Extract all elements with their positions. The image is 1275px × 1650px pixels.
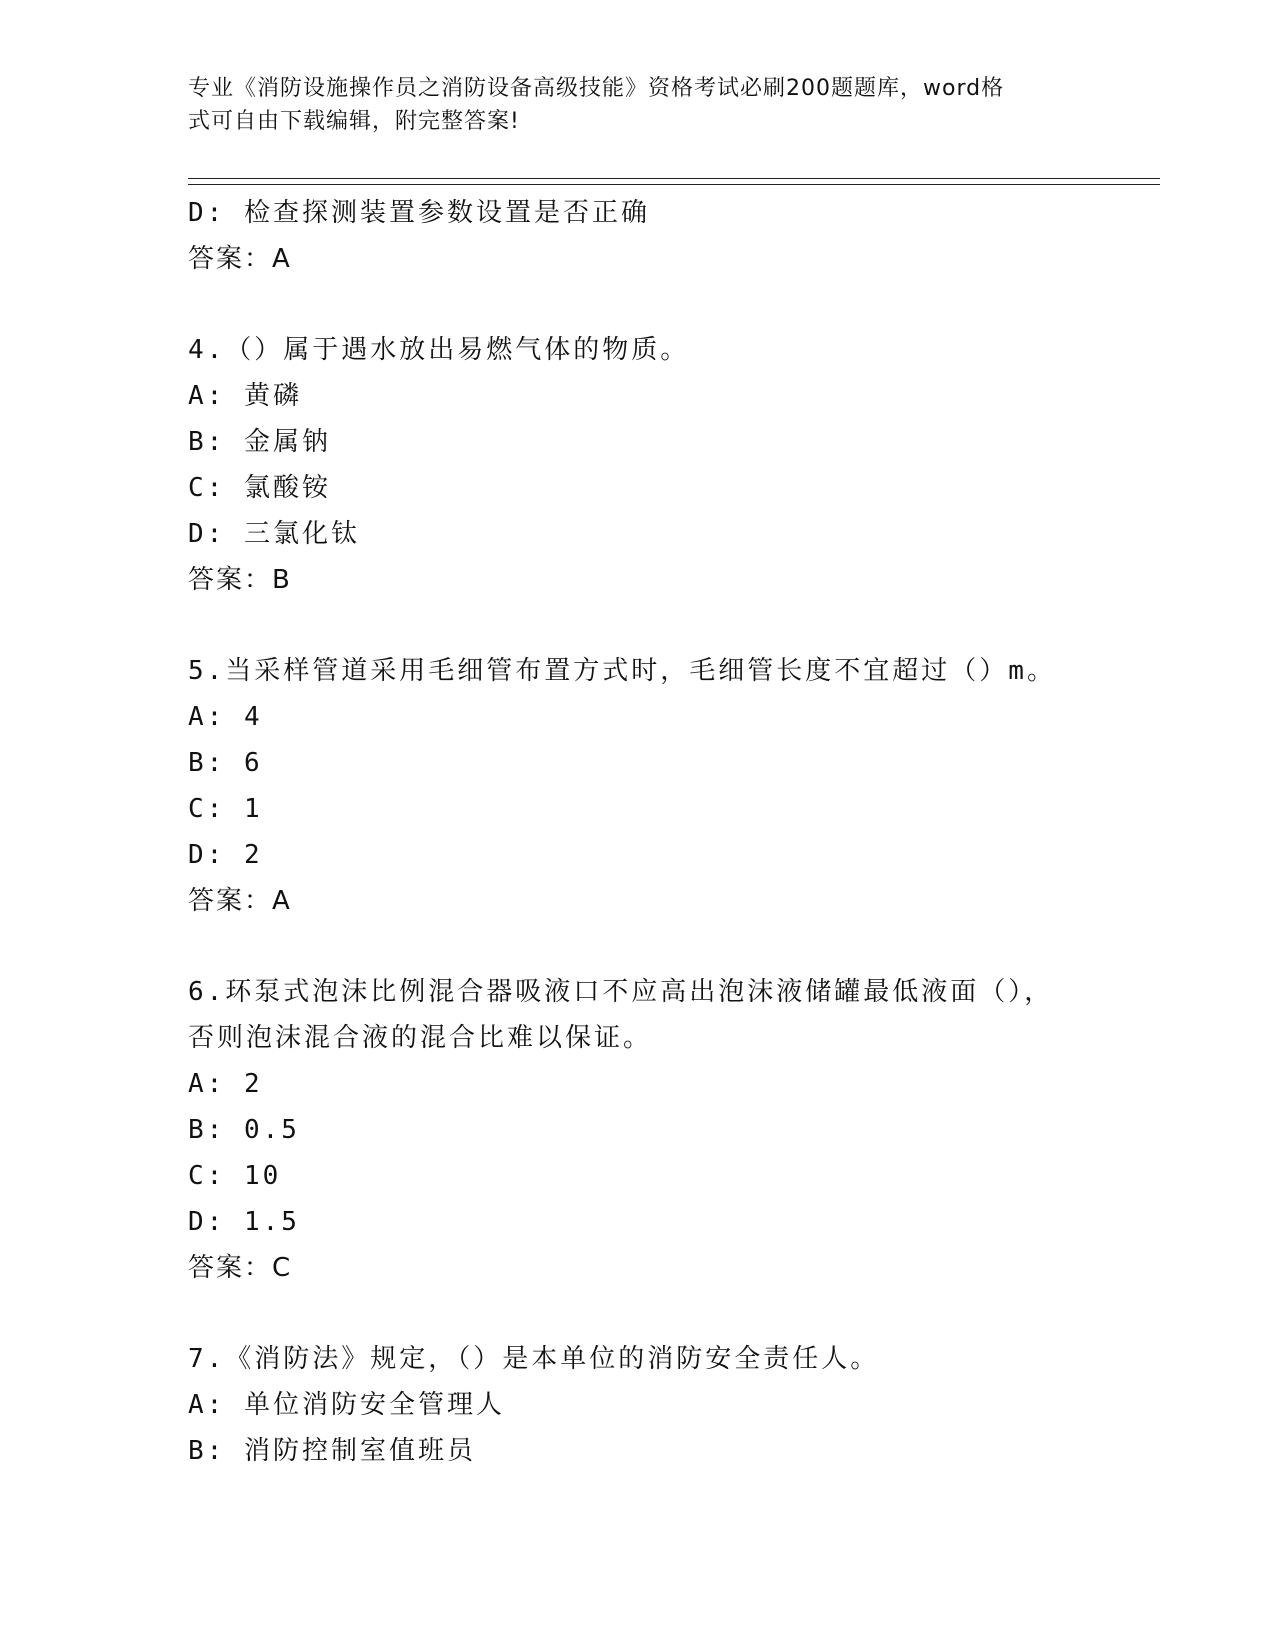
- option-c: C: 氯酸铵: [188, 473, 331, 503]
- question-7: [188, 1336, 1148, 1474]
- header-rule-bottom: [188, 184, 1160, 185]
- option-b: B: 6: [188, 748, 263, 778]
- document-header: [188, 72, 1088, 138]
- header-rule-top: [188, 178, 1160, 179]
- option-d: D: 三氯化钛: [188, 519, 360, 549]
- question-5: [188, 648, 1148, 924]
- answer: 答案：B: [188, 565, 292, 595]
- header-line-2: 式可自由下载编辑，附完整答案!: [188, 109, 520, 134]
- answer: 答案：C: [188, 1253, 293, 1283]
- question-stem-line-2: 否则泡沫混合液的混合比难以保证。: [188, 1023, 653, 1053]
- option-a: A: 2: [188, 1069, 263, 1099]
- spacer: [188, 924, 1148, 969]
- option-a: A: 黄磷: [188, 381, 302, 411]
- option-a: A: 单位消防安全管理人: [188, 1390, 505, 1420]
- answer: 答案：A: [188, 244, 292, 274]
- option-b: B: 0.5: [188, 1115, 300, 1145]
- question-stem-line-1: 6.环泵式泡沫比例混合器吸液口不应高出泡沫液储罐最低液面（），: [188, 977, 1054, 1007]
- spacer: [188, 1291, 1148, 1336]
- answer: 答案：A: [188, 886, 292, 916]
- question-stem: 4.（）属于遇水放出易燃气体的物质。: [188, 335, 690, 365]
- option-a: A: 4: [188, 702, 263, 732]
- question-3-tail: [188, 190, 1148, 282]
- option-d: D: 检查探测装置参数设置是否正确: [188, 198, 650, 228]
- question-list: [188, 190, 1148, 1474]
- question-4: [188, 327, 1148, 603]
- question-stem: 7.《消防法》规定，（）是本单位的消防安全责任人。: [188, 1344, 880, 1374]
- option-c: C: 10: [188, 1161, 282, 1191]
- option-b: B: 金属钠: [188, 427, 331, 457]
- option-d: D: 1.5: [188, 1207, 300, 1237]
- option-d: D: 2: [188, 840, 263, 870]
- spacer: [188, 603, 1148, 648]
- option-b: B: 消防控制室值班员: [188, 1436, 476, 1466]
- option-c: C: 1: [188, 794, 263, 824]
- question-stem: 5.当采样管道采用毛细管布置方式时，毛细管长度不宜超过（）m。: [188, 656, 1056, 686]
- header-line-1: 专业《消防设施操作员之消防设备高级技能》资格考试必刷200题题库，word格: [188, 76, 1005, 101]
- spacer: [188, 282, 1148, 327]
- question-6: [188, 969, 1148, 1291]
